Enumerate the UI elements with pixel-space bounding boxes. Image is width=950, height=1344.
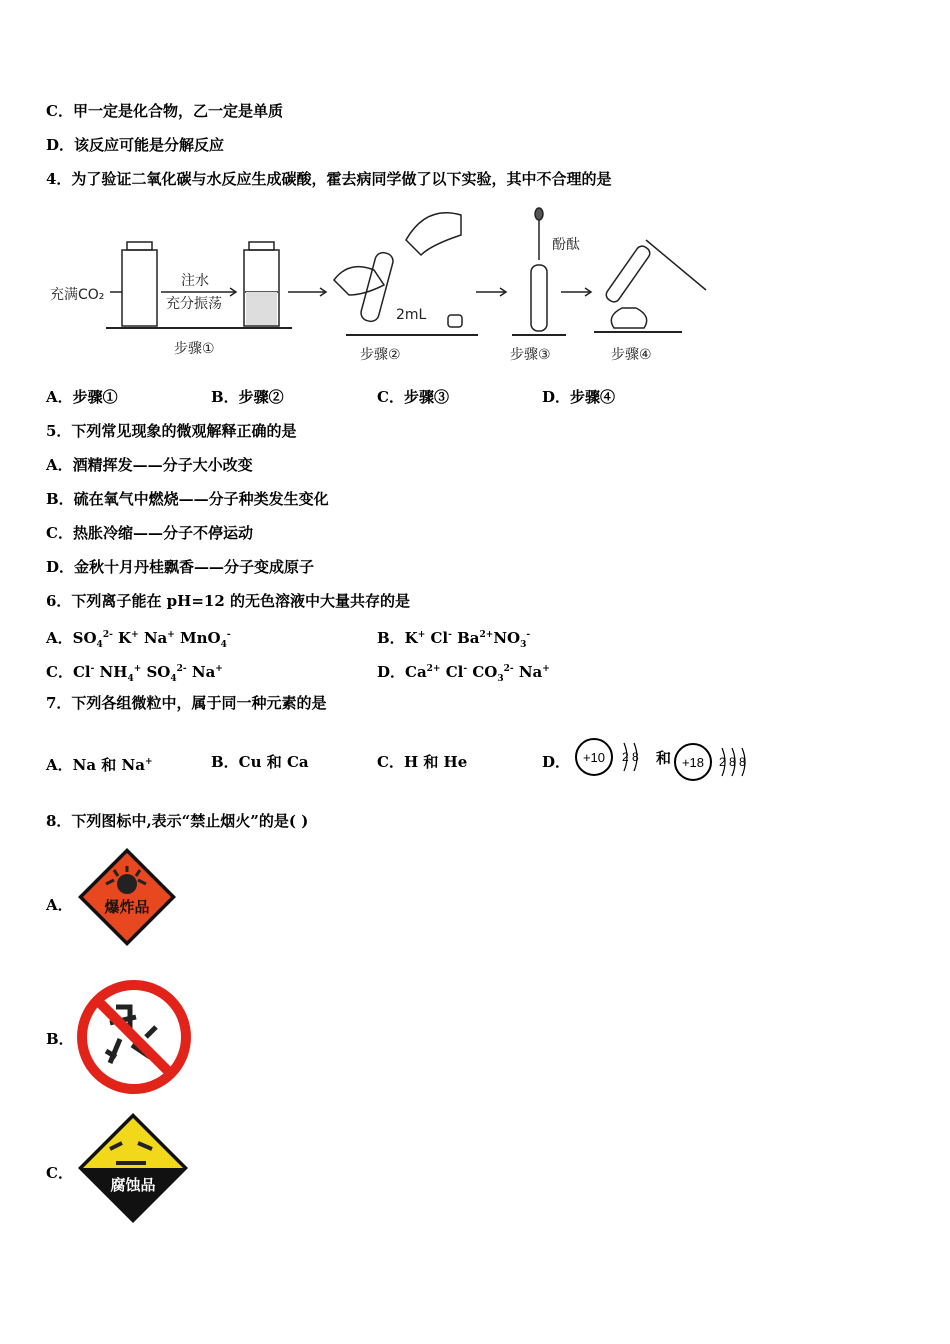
explosive-sign-text: 爆炸品	[104, 898, 150, 916]
q6-option-c: C．Cl- $NH_4^+$ $SO_4^{2-}$ Na+	[46, 663, 223, 684]
q4-option-c: C．步骤③	[377, 388, 449, 406]
q8-option-b-label: B．	[46, 1030, 74, 1048]
label-water: 注水	[181, 273, 209, 289]
q4-option-b: B．步骤②	[211, 388, 284, 406]
q7-option-b: B．Cu 和 Ca	[211, 753, 309, 771]
atom-1-shells: 2 8	[622, 750, 639, 764]
q3-option-d: D．该反应可能是分解反应	[46, 136, 225, 154]
q6-option-b: B．K+ Cl- $Ba^{2+}NO_3^-$	[377, 629, 531, 650]
q4-experiment-figure	[46, 200, 716, 370]
q7-option-d-label: D．	[542, 753, 571, 771]
q4-option-a: A．步骤①	[46, 388, 118, 406]
q6-option-a: A．$SO_4^{2-}$ K+ Na+ MnO$_4$-	[46, 629, 231, 650]
caption-step1: 步骤①	[174, 341, 215, 357]
nucleus-2-text: +18	[681, 755, 705, 770]
q5-stem: 5．下列常见现象的微观解释正确的是	[46, 422, 297, 440]
q6-option-d: D．$Ca^{2+}$ Cl- $CO_3^{2-}$ Na+	[377, 663, 550, 684]
corrosive-sign-text: 腐蚀品	[110, 1176, 156, 1194]
caption-step3: 步骤③	[510, 347, 551, 363]
label-2ml: 2mL	[396, 307, 427, 323]
q3-option-c: C．甲一定是化合物，乙一定是单质	[46, 102, 283, 120]
corrosive-sign	[76, 1111, 190, 1225]
and-text: 和	[656, 751, 672, 767]
nucleus-1-text: +10	[582, 750, 606, 765]
q5-option-d: D．金秋十月丹桂飘香——分子变成原子	[46, 558, 315, 576]
label-phenolphthalein: 酚酞	[552, 237, 580, 253]
caption-step2: 步骤②	[360, 347, 401, 363]
explosion-icon	[117, 874, 137, 894]
label-co2: 充满CO₂	[50, 287, 105, 303]
q7-option-a: A．Na 和 Na+	[46, 756, 153, 774]
q6-stem: 6．下列离子能在 pH=12 的无色溶液中大量共存的是	[46, 592, 410, 610]
q5-option-b: B．硫在氧气中燃烧——分子种类发生变化	[46, 490, 329, 508]
atom-2-shells: 2 8 8	[719, 755, 746, 769]
atom-diagram-svg	[572, 735, 762, 785]
q4-option-d: D．步骤④	[542, 388, 616, 406]
q8-option-a-label: A．	[46, 896, 73, 914]
q8-stem: 8．下列图标中,表示“禁止烟火”的是( )	[46, 812, 309, 830]
q5-option-c: C．热胀冷缩——分子不停运动	[46, 524, 253, 542]
q8-option-c-label: C．	[46, 1164, 73, 1182]
caption-step4: 步骤④	[611, 347, 652, 363]
q4-stem: 4．为了验证二氧化碳与水反应生成碳酸，霍去病同学做了以下实验，其中不合理的是	[46, 170, 612, 188]
q7-option-c: C．H 和 He	[377, 753, 468, 771]
explosive-sign	[76, 846, 178, 948]
atom-structure-diagrams	[572, 735, 762, 785]
q7-stem: 7．下列各组微粒中，属于同一种元素的是	[46, 694, 327, 712]
label-shake: 充分振荡	[166, 296, 222, 312]
q5-option-a: A．酒精挥发——分子大小改变	[46, 456, 253, 474]
no-fireworks-sign	[76, 979, 192, 1095]
